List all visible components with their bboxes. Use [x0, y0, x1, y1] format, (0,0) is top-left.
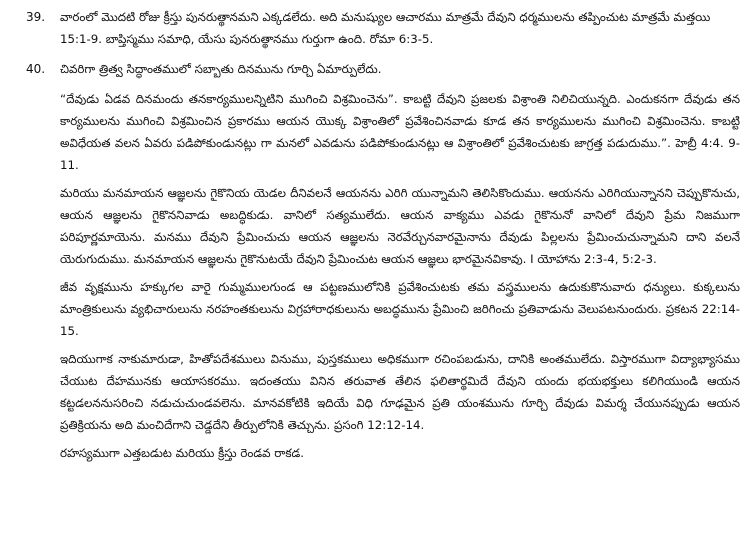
item-text: చివరిగా త్రిత్వ సిద్ధాంతములో సబ్బాతు దినమును గూర్చి ఏమార్పులేదు.	[60, 62, 382, 76]
numbered-item	[26, 58, 740, 80]
item-number: 40.	[26, 62, 46, 76]
body-paragraph: ఇదియుగాక నాకుమారుడా, హితోపదేశములు వినుము, పుస్తకములు అధికముగా రచింపబడును, దానికి అంతములేదు. విస్తారముగా విద్యాభ్యాసము చేయుట దేహమునకు ఆయాసకరము. ఇదంతయు వినిన తరువాత తేలిన ఫలితార్థమిదే దేవుని యందు భయభక్తులు కలిగియుండి ఆయన కట్టడలననుసరించి నడుచుచుండవలెను. మానవకోటికి ఇదియే విధి గూఢమైన ప్రతి యంశమును గూర్చి దేవుడు విమర్శ చేయునప్పుడు ఆయన ప్రతిక్రియను అది మంచిదేగాని చెడ్డదేని తీర్పులోనికి తెచ్చును. ప్రసంగి 12:12-14.	[60, 352, 740, 432]
body-paragraph: మరియు మనమాయన ఆజ్ఞలను గైకొనియ యెడల దీనివలనే ఆయనను ఎరిగి యున్నామని తెలిసికొందుము. ఆయనను ఎరిగియున్నానని చెప్పుకొనుచు, ఆయన ఆజ్ఞలను గైకొననివాడు అబద్ధికుడు. వానిలో సత్యములేదు. ఆయన వాక్యము ఎవడు గైకొనునో వానిలో దేవుని ప్రేమ నిజముగా పరిపూర్ణమాయెను. మనము దేవుని ప్రేమించుచు ఆయన ఆజ్ఞలను నెరవేర్చునవారమైనాను దేవుడు పిల్లలను ప్రేమించుచున్నామని దాని వలనే యెరుగుదుము. మనమాయన ఆజ్ఞలను గైకొనుటయే దేవుని ప్రేమించుట ఆయన ఆజ్ఞలు భారమైనవికావు. I యోహాను 2:3-4, 5:2-3.	[60, 186, 740, 266]
body-paragraph: రహస్యముగా ఎత్తబడుట మరియు క్రీస్తు రెండవ రాకడ.	[60, 446, 304, 460]
item-text: వారంలో మొదటి రోజు క్రీస్తు పునరుత్థానమని ఎక్కడలేదు. అది మనుష్యుల ఆచారము మాత్రమే దేవుని ధర్మములను తప్పించుట మాత్రమే మత్తయి 15:1-9. బాప్తిస్మము సమాధి, యేసు పునరుత్థానము గుర్తుగా ఉంది. రోమా 6:3-5.	[60, 10, 711, 46]
body-paragraph: “దేవుడు ఏడవ దినమందు తనకార్యములన్నిటిని ముగించి విశ్రమించెను”. కాబట్టి దేవుని ప్రజలకు విశ్రాంతి నిలిచియున్నది. ఎందుకనగా దేవుడు తన కార్యములను ముగించి విశ్రమించిన ప్రకారము ఆయన యొక్క విశ్రాంతిలో ప్రవేశించినవాడు కూడ తన కార్యములను ముగించి విశ్రమించెను. కాబట్టి అవిధేయత వలన ఏవరు పడిపోకుండునట్లు గా మనలో ఎవడును పడిపోకుండునట్లు ఆ విశ్రాంతిలో ప్రవేశించుటకు జాగ్రత్త పడుదుము.”. హెబ్రీ 4:4. 9-11.	[60, 92, 740, 172]
body-paragraph: జీవ వృక్షమును హక్కుగల వారై గుమ్మములగుండ ఆ పట్టణములోనికి ప్రవేశించుటకు తమ వస్త్రములను ఉదుకుకొనువారు ధన్యులు. కుక్కలును మాంత్రికులును వ్యభిచారులును నరహంతకులును విగ్రహారాధకులును అబద్ధమును ప్రేమించి జరిగించు ప్రతివాడును వెలుపటనుందురు. ప్రకటన 22:14-15.	[60, 280, 740, 338]
item-number: 39.	[26, 10, 46, 24]
numbered-item	[26, 6, 740, 50]
